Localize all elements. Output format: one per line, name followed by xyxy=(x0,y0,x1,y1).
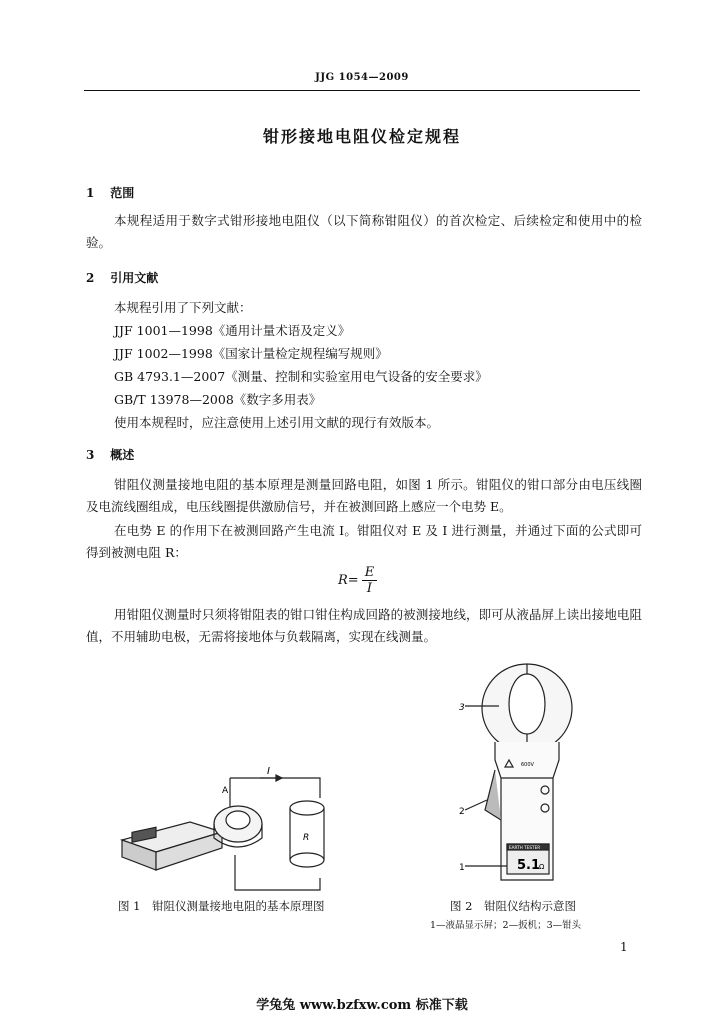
callout-1: 1 xyxy=(459,863,465,873)
section-title: 引用文献 xyxy=(110,271,159,285)
section-number: 2 xyxy=(86,271,95,285)
section-3-paragraph-3: 用钳阻仪测量时只须将钳阻表的钳口钳住构成回路的被测接地线，即可从液晶屏上读出接地电阻值，不用辅助电极，无需将接地体与负载隔离，实现在线测量。 xyxy=(86,607,642,644)
node-a-label: A xyxy=(222,786,229,796)
reference-item: JJF 1002—1998《国家计量检定规程编写规则》 xyxy=(114,346,388,361)
callout-line-2 xyxy=(465,800,487,810)
section-3-heading xyxy=(86,446,134,463)
references-note: 使用本规程时，应注意使用上述引用文献的现行有效版本。 xyxy=(114,415,440,430)
screen-unit: Ω xyxy=(539,863,545,871)
section-1-paragraph: 本规程适用于数字式钳形接地电阻仪（以下简称钳阻仪）的首次检定、后续检定和使用中的检验。 xyxy=(86,213,642,250)
current-label: I xyxy=(267,766,270,777)
figure-2-caption: 图 2 钳阻仪结构示意图 xyxy=(450,899,576,913)
section-3-paragraph-1: 钳阻仪测量接地电阻的基本原理是测量回路电阻，如图 1 所示。钳阻仪的钳口部分由电压线圈及电流线圈组成，电压线圈提供激励信号，并在被测回路上感应一个电势 E。 xyxy=(86,477,642,514)
section-number: 1 xyxy=(86,186,95,200)
page-title: 钳形接地电阻仪检定规程 xyxy=(262,127,461,146)
page-number: 1 xyxy=(620,940,628,954)
arrow-head xyxy=(276,775,282,781)
clamp-jaw-opening xyxy=(509,674,545,734)
callout-2: 2 xyxy=(459,807,465,817)
circuit-wire-bottom xyxy=(235,855,320,890)
formula-lhs: R= xyxy=(338,573,359,588)
formula-numerator: E xyxy=(364,565,375,580)
screen-label: EARTH TESTER xyxy=(509,845,541,850)
resistor-top xyxy=(290,801,324,815)
section-number: 3 xyxy=(86,448,95,462)
section-2-heading xyxy=(86,269,158,286)
header-rule xyxy=(84,90,640,91)
figure-1-caption: 图 1 钳阻仪测量接地电阻的基本原理图 xyxy=(118,899,325,913)
reference-item: GB/T 13978—2008《数字多用表》 xyxy=(114,392,322,407)
screen-reading: 5.1 xyxy=(517,858,541,873)
resistor-label: R xyxy=(303,833,310,843)
footer-watermark: 学兔兔 www.bzfxw.com 标准下载 xyxy=(256,998,468,1013)
figure-1-diagram xyxy=(110,760,370,895)
trigger xyxy=(485,770,501,820)
reference-item: GB 4793.1—2007《测量、控制和实验室用电气设备的安全要求》 xyxy=(114,369,488,384)
reference-item: JJF 1001—1998《通用计量术语及定义》 xyxy=(114,323,351,338)
figure-2-note: 1—液晶显示屏；2—扳机；3—钳头 xyxy=(430,920,582,931)
section-3-paragraph-2: 在电势 E 的作用下在被测回路产生电流 I。钳阻仪对 E 及 I 进行测量，并通过下面的公式即可得到被测电阻 R： xyxy=(86,523,642,560)
formula-fraction xyxy=(362,565,378,596)
section-1-heading xyxy=(86,184,134,201)
resistor-bottom xyxy=(290,853,324,867)
circuit-wire-top xyxy=(230,778,320,798)
clamp-opening xyxy=(226,811,250,829)
references-intro: 本规程引用了下列文献： xyxy=(114,300,252,315)
section-title: 概述 xyxy=(110,448,135,462)
section-title: 范围 xyxy=(110,186,135,200)
voltage-mark: 600V xyxy=(521,762,534,768)
callout-3: 3 xyxy=(459,703,465,713)
resistance-formula xyxy=(338,565,377,596)
figure-2-diagram xyxy=(455,660,605,890)
formula-denominator: I xyxy=(362,580,378,596)
standard-code: JJG 1054—2009 xyxy=(315,72,409,83)
